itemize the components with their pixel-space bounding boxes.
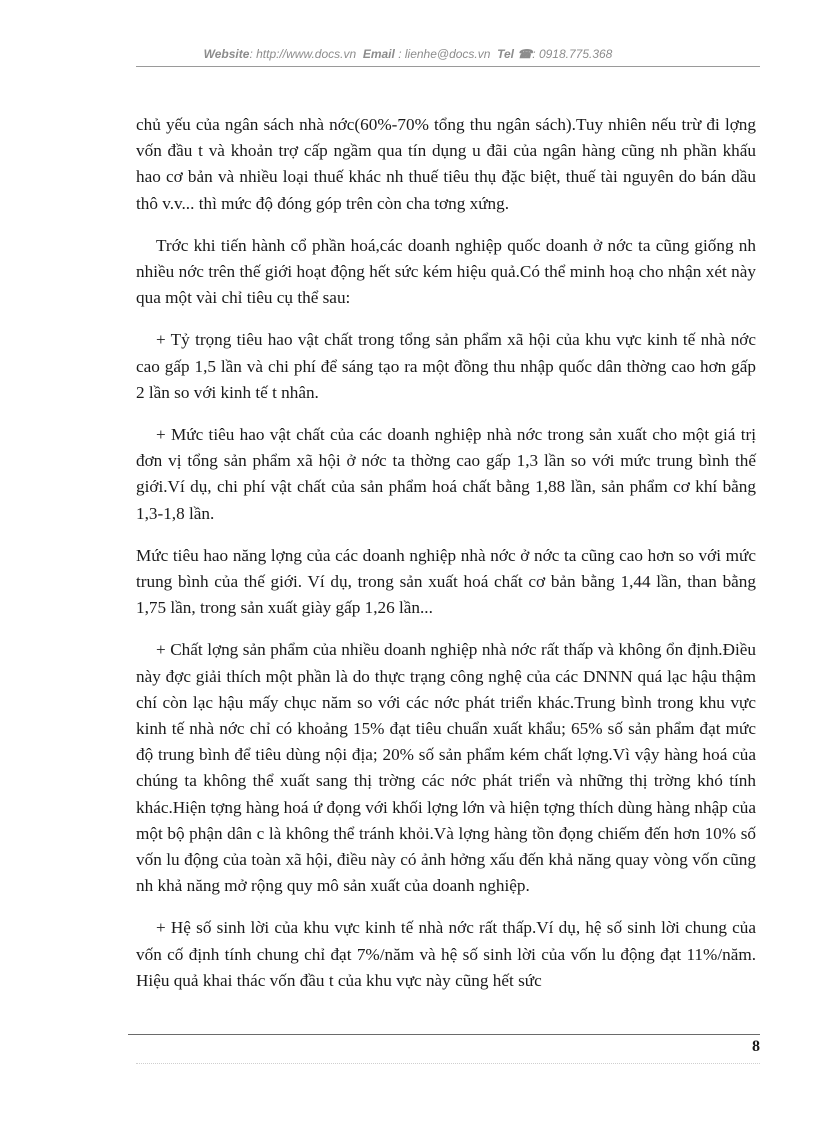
header-divider [136, 66, 760, 67]
tel-value: : 0918.775.368 [532, 47, 613, 61]
email-label: Email [362, 47, 395, 61]
page-number: 8 [752, 1038, 760, 1055]
footer-dotted-line [136, 1063, 760, 1064]
page-header [0, 47, 816, 61]
paragraph-1: chủ yếu của ngân sách nhà nớc(60%-70% tổng thu ngân sách).Tuy nhiên nếu trừ đi lợng vốn đầu t và khoản trợ cấp ngầm qua tín dụng u đãi của ngân hàng cũng nh phần khấu hao cơ bản và nhiều loại thuế khác nh thuế tiêu thụ đặc biệt, thuế tài nguyên do bán dầu thô v.v... thì mức độ đóng góp trên còn cha tơng xứng. [136, 115, 756, 213]
website-label: Website [203, 47, 250, 61]
paragraph-2: Trớc khi tiến hành cổ phần hoá,các doanh nghiệp quốc doanh ở nớc ta cũng giống nh nhiều nớc trên thế giới hoạt động hết sức kém hiệu quả.Có thể minh hoạ cho nhận xét này qua một vài chỉ tiêu cụ thể sau: [136, 235, 756, 308]
paragraph-5: Mức tiêu hao năng lợng của các doanh nghiệp nhà nớc ở nớc ta cũng cao hơn so với mức trung bình của thế giới. Ví dụ, trong sản xuất hoá chất cơ bản bằng 1,44 lần, than bằng 1,75 lần, trong sản xuất giày gấp 1,26 lần... [136, 545, 756, 618]
body-text [136, 112, 756, 1010]
email-value: : lienhe@docs.vn [398, 47, 491, 61]
paragraph-6: + Chất lợng sản phẩm của nhiều doanh nghiệp nhà nớc rất thấp và không ổn định.Điều này đợc giải thích một phần là do thực trạng công nghệ của các DNNN quá lạc hậu thậm chí còn lạc hậu mấy chục năm so với các nớc phát triển khác.Trung bình trong khu vực kinh tế nhà nớc chỉ có khoảng 15% đạt tiêu chuẩn xuất khẩu; 65% số sản phẩm đạt mức độ trung bình để tiêu dùng nội địa; 20% số sản phẩm kém chất lợng.Vì vậy hàng hoá của chúng ta không thể xuất sang thị trờng các nớc phát triển và những thị trờng khó tính khác.Hiện tợng hàng hoá ứ đọng với khối lợng lớn và hiện tợng thích dùng hàng nhập của một bộ phận dân c là không thể tránh khỏi.Và lợng hàng tồn đọng chiếm đến hơn 10% số vốn lu động của toàn xã hội, điều này có ảnh hởng xấu đến khả năng quay vòng vốn cũng nh khả năng mở rộng quy mô sản xuất của doanh nghiệp. [136, 640, 756, 896]
tel-label: Tel ☎ [497, 47, 533, 61]
footer-divider [128, 1034, 760, 1035]
paragraph-4: + Mức tiêu hao vật chất của các doanh nghiệp nhà nớc trong sản xuất cho một giá trị đơn vị tổng sản phẩm xã hội ở nớc ta thờng cao gấp 1,3 lần so với mức trung bình thế giới.Ví dụ, chi phí vật chất của sản phẩm hoá chất bằng 1,88 lần, sản phẩm cơ khí bằng 1,3-1,8 lần. [136, 425, 756, 523]
website-value: : http://www.docs.vn [249, 47, 357, 61]
paragraph-3: + Tỷ trọng tiêu hao vật chất trong tổng sản phẩm xã hội của khu vực kinh tế nhà nớc cao gấp 1,5 lần và chi phí để sáng tạo ra một đồng thu nhập quốc dân thờng cao hơn gấp 2 lần so với kinh tế t nhân. [136, 330, 756, 402]
paragraph-7: + Hệ số sinh lời của khu vực kinh tế nhà nớc rất thấp.Ví dụ, hệ số sinh lời chung của vốn cố định tính chung chỉ đạt 7%/năm và hệ số sinh lời của vốn lu động đạt 11%/năm. Hiệu quả khai thác vốn đầu t của khu vực này cũng hết sức [136, 918, 756, 990]
